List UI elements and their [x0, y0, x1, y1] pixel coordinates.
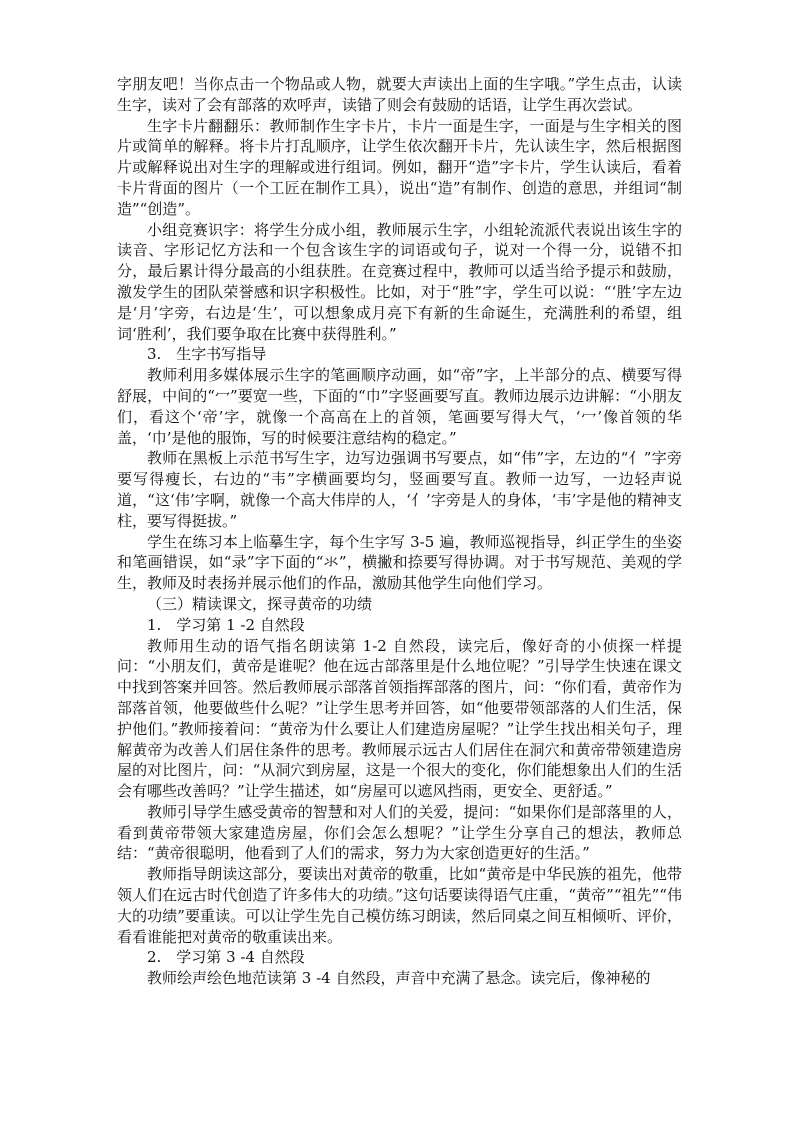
paragraph-reading-1-2: 教师用生动的语气指名朗读第 1-2 自然段，读完后，像好奇的小侦探一样提问：“小朋友们，黄帝是谁呢？他在远古部落里是什么地位呢？”引导学生快速在课文中找到答案并回答。然后教师展示部落首领指挥部落的图片，问：“你们看，黄帝作为部落首领，他要做些什么呢？”让学生思考并回答，如“他要带领部落的人们生活，保护他们。”教师接着问：“黄帝为什么要让人们建造房屋呢？”让学生找出相关句子，理解黄帝为改善人们居住条件的思考。教师展示远古人们居住在洞穴和黄帝带领建造房屋的对比图片，问：“从洞穴到房屋，这是一个很大的变化，你们能想象出人们的生活会有哪些改善吗？”让学生描述，如“房屋可以遮风挡雨，更安全、更舒适。”	[117, 636, 682, 801]
paragraph-reading-3-4: 教师绘声绘色地范读第 3 -4 自然段，声音中充满了悬念。读完后，像神秘的	[147, 969, 651, 988]
paragraph-group-contest: 小组竞赛识字：将学生分成小组，教师展示生字，小组轮流派代表说出该生字的读音、字形记忆方法和一个包含该生字的词语或句子，说对一个得一分，说错不扣分，最后累计得分最高的小组获胜。在竞赛过程中，教师可以适当给予提示和鼓励，激发学生的团队荣誉感和识字积极性。比如，对于“胜”字，学生可以说：“‘胜’字左边是‘月’字旁，右边是‘生’，可以想象成月亮下有新的生命诞生，充满胜利的希望，组词‘胜利’，我们要争取在比赛中获得胜利。”	[117, 220, 682, 343]
paragraph-wisdom: 教师引导学生感受黄帝的智慧和对人们的关爱，提问：“如果你们是部落里的人，看到黄帝带领大家建造房屋，你们会怎么想呢？”让学生分享自己的想法，教师总结：“黄帝很聪明，他看到了人们的需求，努力为大家创造更好的生活。”	[117, 802, 682, 863]
paragraph-reading-guidance: 教师指导朗读这部分，要读出对黄帝的敬重，比如“黄帝是中华民族的祖先，他带领人们在远古时代创造了许多伟大的功绩。”这句话要读得语气庄重，“黄帝”“祖先”“伟大的功绩”要重读。可以让学生先自己模仿练习朗读，然后同桌之间互相倾听、评价，看看谁能把对黄帝的敬重读出来。	[117, 865, 682, 946]
paragraph-copy-practice: 学生在练习本上临摹生字，每个生字写 3-5 遍，教师巡视指导，纠正学生的坐姿和笔画错误，如“录”字下面的“氺”，横撇和捺要写得协调。对于书写规范、美观的学生，教师及时表扬并展示他们的作品，激励其他学生向他们学习。	[117, 532, 682, 593]
paragraph-flashcards: 生字卡片翻翻乐：教师制作生字卡片，卡片一面是生字，一面是与生字相关的图片或简单的解释。将卡片打乱顺序，让学生依次翻开卡片，先认读生字，然后根据图片或解释说出对生字的理解或进行组词。例如，翻开“造”字卡片，学生认读后，看着卡片背面的图片（一个工匠在制作工具），说出“造”有制作、创造的意思，并组词“制造”“创造”。	[117, 116, 682, 218]
paragraph-stroke-animation: 教师利用多媒体展示生字的笔画顺序动画，如“帝”字，上半部分的点、横要写得舒展，中间的“冖”要宽一些，下面的“巾”字竖画要写直。教师边展示边讲解：“小朋友们，看这个‘帝’字，就像一个高高在上的首领，笔画要写得大气，‘冖’像首领的华盖，‘巾’是他的服饰，写的时候要注意结构的稳定。”	[117, 366, 682, 447]
paragraph-intro-continuation: 字朋友吧！当你点击一个物品或人物，就要大声读出上面的生字哦。”学生点击，认读生字，读对了会有部落的欢呼声，读错了则会有鼓励的话语，让学生再次尝试。	[117, 75, 682, 114]
paragraph-blackboard-demo: 教师在黑板上示范书写生字，边写边强调书写要点，如“伟”字，左边的“亻”字旁要写得瘦长，右边的“韦”字横画要均匀，竖画要写直。教师一边写，一边轻声说道，“这‘伟’字啊，就像一个高大伟岸的人，‘亻’字旁是人的身体，‘韦’字是他的精神支柱，要写得挺拔。”	[117, 449, 682, 530]
heading-paragraphs-1-2: 1. 学习第 1 -2 自然段	[147, 615, 305, 634]
heading-paragraphs-3-4: 2. 学习第 3 -4 自然段	[147, 948, 305, 967]
document-page	[117, 74, 682, 989]
heading-section-three: （三）精读课文，探寻黄帝的功绩	[147, 594, 373, 613]
heading-writing-guidance: 3. 生字书写指导	[147, 345, 267, 364]
